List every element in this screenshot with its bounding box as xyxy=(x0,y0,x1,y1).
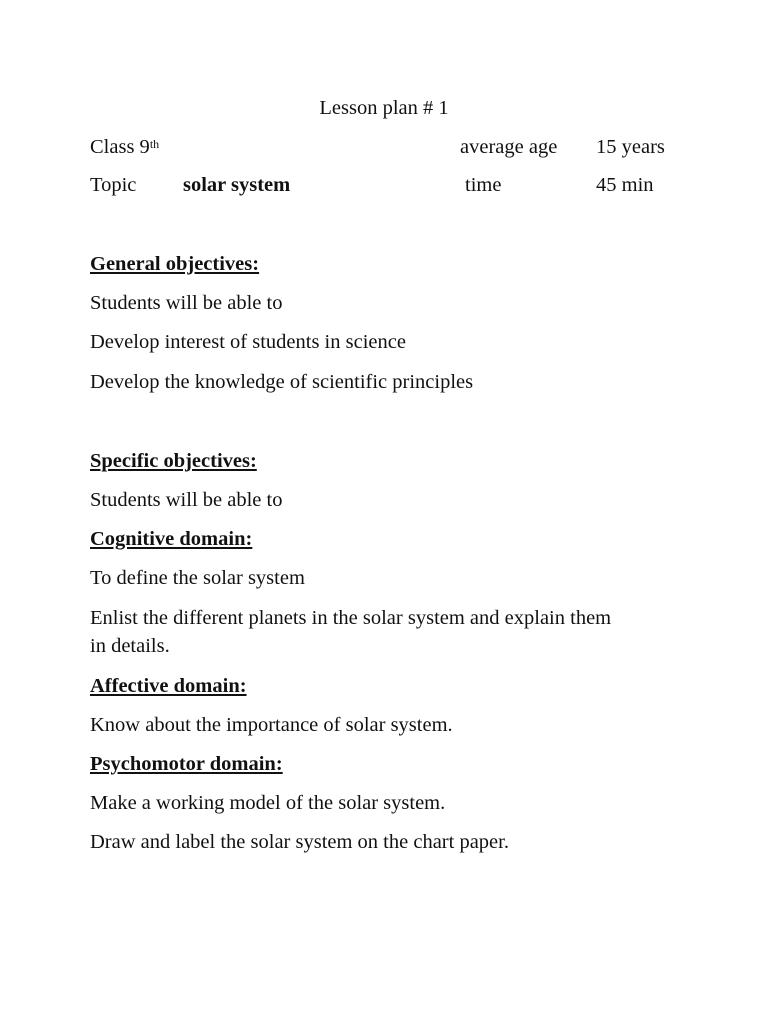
cognitive-domain-heading: Cognitive domain: xyxy=(90,528,253,550)
psychomotor-domain-line: Draw and label the solar system on the chart paper. xyxy=(90,831,509,853)
specific-objectives-heading: Specific objectives: xyxy=(90,450,257,472)
general-objectives-heading: General objectives: xyxy=(90,253,260,275)
time-value: 45 min xyxy=(596,174,654,196)
topic-value: solar system xyxy=(183,174,291,196)
time-label: time xyxy=(465,174,502,196)
psychomotor-domain-heading: Psychomotor domain: xyxy=(90,753,283,775)
class-superscript: th xyxy=(149,137,160,151)
general-objective-line: Students will be able to xyxy=(90,292,283,314)
cognitive-domain-line: in details. xyxy=(90,635,170,657)
affective-domain-heading: Affective domain: xyxy=(90,675,247,697)
average-age-label: average age xyxy=(460,136,558,158)
topic-label: Topic xyxy=(90,174,137,196)
general-objective-line: Develop the knowledge of scientific principles xyxy=(90,371,474,393)
cognitive-domain-line: To define the solar system xyxy=(90,567,305,589)
general-objective-line: Develop interest of students in science xyxy=(90,331,406,353)
specific-objectives-intro: Students will be able to xyxy=(90,489,283,511)
cognitive-domain-line: Enlist the different planets in the solar system and explain them xyxy=(90,607,612,629)
class-label: Class 9 xyxy=(90,136,150,158)
psychomotor-domain-line: Make a working model of the solar system. xyxy=(90,792,446,814)
class-info xyxy=(90,135,159,159)
page-title: Lesson plan # 1 xyxy=(319,97,449,119)
average-age-value: 15 years xyxy=(596,136,665,158)
affective-domain-line: Know about the importance of solar system. xyxy=(90,714,453,736)
